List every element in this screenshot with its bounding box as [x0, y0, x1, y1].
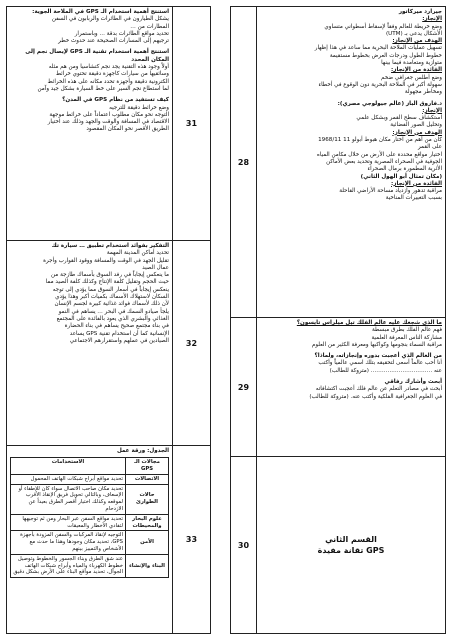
uses-cell: تحديد مواقع أبراج شبكات الهاتف المحمول: [11, 474, 126, 484]
text-line: كيف تستفيد من نظام GPS في المدن؟: [62, 97, 169, 104]
text-line: مراقبة تدهور وازدياد مساحة الأراضي القاحلة: [339, 188, 442, 195]
text-line: ومخاطر مجهولة: [404, 89, 442, 96]
text-line: ترجيهم إلى المسارات الصحيحة عند حدوث خطر: [58, 38, 169, 45]
uses-cell: تحديد مكان صاحب الاتصال سواء كان للإطفاء أو الإسعاف، وبالتالي تحويل فريق الإنقاذ الأقرب لموقعه وكذلك اختيار أقصر الطرق بعيداً عن الازدحام: [11, 484, 126, 514]
text-line: في العلوم الجغرافية الفلكية وأكتب عنه. (متروكة للطالب): [309, 393, 442, 400]
text-line: تحديد أماكن المدينة المهمة: [106, 250, 169, 257]
text-line: اختيار مواقع محددة على الأرض من خلال مكامن المياه: [316, 151, 442, 158]
area-cell: الأمن: [126, 531, 169, 554]
row-28-content: [257, 7, 445, 317]
text-line: وتحليل الصور الفضائية: [390, 122, 442, 129]
text-line: الإنسانية كما أن استخدام تقنية GPS يساعد: [69, 330, 169, 337]
uses-cell: تحديد مواقع السفن عبر البحار ومن ثم توجيهها لتفادي الأخطار والمعيقات: [11, 514, 126, 531]
worksheet-page: [6, 6, 446, 634]
text-line: كان من أهم من اختار مكان هبوط أبولو 11 1968/11: [318, 137, 442, 144]
text-line: الهدف من الإنجاز:: [392, 38, 442, 45]
text-line: الأشكال يدعى بـ (UTM): [385, 30, 442, 37]
table-row-28: [230, 6, 446, 318]
text-line: تسهيل عمليات الملاحة البحرية مما ساعد في هذا إظهار: [314, 45, 442, 52]
text-line: الفائدة من الإنجاز:: [391, 67, 442, 74]
text-line: متوازية ومتعامدة فيما بينها: [381, 60, 442, 67]
text-line: الكترونية دقيقة وأجهزة تحدد مكانه على هذه الخرائط: [47, 78, 169, 85]
table-row: [11, 474, 169, 484]
text-line: وضع خريطة للعالم وفقاً لإسقاط أسطواني متساوي: [324, 23, 442, 30]
table-row: [11, 554, 169, 577]
row-31-number: 31: [185, 119, 198, 128]
row-33-number: 33: [185, 535, 198, 544]
row-28-number: 28: [231, 7, 257, 317]
text-line: وضع أطلس جغرافي ضخم: [381, 74, 442, 81]
col-header-uses: الاستخدامات: [11, 458, 126, 475]
text-line: ينعكس إيجاباً في أسعار السوق مما يؤدي إلى توجه: [52, 286, 169, 293]
section-title: القسم الثاني: [325, 535, 377, 544]
text-line: الهدف من الإنجاز:: [392, 129, 442, 136]
row-31-content: [7, 7, 173, 240]
area-cell: علوم البحار والمحيطات: [126, 514, 169, 531]
table-row: [11, 531, 169, 554]
area-cell: الاتصالات: [126, 474, 169, 484]
row-32-content: [7, 241, 173, 445]
text-line: لما استطاع نجم السير على خط السيارة بشكل جيد وآمن: [37, 85, 169, 92]
text-line: تقليل الجهد في الوقت والمسافة ووقود القوارب وأجرة: [43, 257, 169, 264]
text-line: يشكل الطيارون في الطائرات والربابون في السفن: [51, 16, 169, 23]
text-line: بسبب التغييرات المناخية: [385, 195, 442, 202]
text-line: مشاركة الناس المعرفة العلمية: [371, 334, 442, 341]
text-line: وسائقيها من سيارات كاجهزة دقيقة تحتوي خرائط: [55, 71, 169, 78]
text-line: عنه …………………………… (متروكة للطالب): [329, 367, 442, 374]
text-line: الصيادين في عملهم واستقرارهم الاجتماعي: [69, 337, 169, 344]
text-line: الغذائي والبشري الذي يعود بالفائدة على المجتمع: [56, 315, 169, 322]
text-line: حيث الحجم وتقليل كلفة الإنتاج وكذلك كلفة الصيد مما: [45, 279, 169, 286]
text-line: التفكير بفوائد استخدام تطبيق … سيارة تك: [51, 243, 169, 249]
text-line: أولاً وجود هذه التقنية يجد نجم كتشاسيا ومن هم مثله: [48, 64, 169, 71]
worksheet-heading: الجدول: ورقة عمل: [116, 448, 169, 454]
gps-uses-table: [10, 457, 169, 578]
row-32-number: 32: [185, 338, 198, 348]
text-line: أنا أحب عالماً أسعى لتحقيقه بتلك اسمي عالمياً وأكتب: [318, 360, 442, 367]
text-line: لأن ذلك لأسماك فوائد غذائية كبيرة لجسم الإنسان: [54, 301, 169, 308]
text-line: التوجه نحو مكان مطلوب اعتماداً على خرائط موجهة: [49, 111, 169, 118]
table-row-33: [6, 445, 211, 634]
text-line: في بناء مجتمع صحيح يساهم في بناء الحضارة: [64, 323, 169, 330]
table-row: [11, 484, 169, 514]
text-line: السكان لاستهلاك الأسماك بكميات أكبر وهذا يؤدي: [55, 294, 169, 301]
text-line: جيرارد ميركاتور: [398, 9, 442, 15]
text-line: ما الذي شجعك عليه عالم الفلك تيل ميلراس تايسون؟: [296, 320, 442, 326]
row-29-number: 29: [231, 318, 257, 456]
uses-cell: عند شق الطرق وبناء الجسور والخطوط وتوصيل خطوط الكهرباء والمياه وأبراج شبكات الهاتف الجوال، تحديد مواقع البناء على الأرض بشكل دقيق: [11, 554, 126, 577]
text-line: أبحث وأشارك رفاقي: [384, 379, 442, 386]
text-line: استنتج أهمية استخدام الـ GPS في الملاحة الجوية:: [32, 9, 169, 15]
text-line: ما ينعكس إيجاباً في رفد السوق بأسماك طازجة من: [51, 272, 169, 279]
text-line: المطارات من …: [130, 23, 169, 30]
table-row: [11, 514, 169, 531]
text-line: مراقبة السماء بنجومها وكواكبها ومعرفة الكثير من العلوم: [311, 341, 442, 348]
text-line: على القمر: [417, 144, 442, 151]
area-cell: حالات الطوارئ: [126, 484, 169, 514]
uses-cell: التوجيه لإنقاذ المركبات والسفن المزودة بأجهزة GPS، تحديد مكان وجودها وهذا ما حدث مع الأشخاص والتمييز بينهم: [11, 531, 126, 554]
text-line: يلجأ صيادو السمك في البحر … يساهم في النمو: [58, 308, 169, 315]
text-line: من العالم الذي أعجبت بدوره وإنجازاته، ولماذا؟: [314, 353, 442, 360]
table-row-29: [230, 317, 446, 457]
row-29-content: [257, 318, 445, 456]
text-line: الاقتصاد في المسافة والوقت والجهد وذلك عند اختيار: [47, 119, 169, 126]
text-line: الإنجاز:: [422, 16, 442, 23]
text-line: استكشاف سطح القمر وبشكل علمي: [356, 115, 442, 122]
text-line: الفائدة من الإنجاز:: [391, 180, 442, 187]
text-line: استنتج أهمية استخدام تقنية الـ GPS لإيصال نجم إلى المكان المحدد: [25, 49, 169, 63]
text-line: الإنجاز:: [422, 107, 442, 114]
table-row-31: [6, 6, 211, 241]
text-line: (مكان تمثال أبو الهول الثاني): [360, 173, 442, 180]
text-line: أبحث في مصادر التعلم عن عالم فلك أعجبت اكتشافاته: [315, 386, 442, 393]
text-line: سهولة أكبر في الملاحة البحرية دون الوقوع في أخطاء: [318, 81, 442, 88]
text-line: تحديد مواقع الطائرات بدقة … وباستمرار: [74, 30, 169, 37]
table-row-32: [6, 240, 211, 446]
text-line: الجوفية في الصحراء المصرية وتحديد بعض الأماكن: [326, 158, 442, 165]
text-line: خطوط الطول ودرجات العرض بخطوط مستقيمة: [329, 52, 442, 59]
text-line: د.فاروق الباز (عالم جيولوجي مصري):: [337, 100, 442, 107]
row-30-number: 30: [231, 457, 257, 633]
area-cell: البناء والإنشاء: [126, 554, 169, 577]
row-30-content: [257, 457, 445, 633]
section-subtitle: GPS تقانة مفيدة: [317, 546, 385, 555]
text-line: فهم عالم الفلك بطرق مبسطة: [371, 327, 442, 334]
table-row-30: [230, 456, 446, 634]
text-line: الأثرية المطمورة برمال الصحراء: [367, 166, 442, 173]
text-line: وضع خرائط دقيقة للترجيه: [109, 104, 169, 111]
text-line: عمال الصيد: [142, 264, 169, 271]
text-line: الطريق الأقصر نحو المكان المقصود: [86, 126, 169, 133]
row-33-content: [7, 446, 173, 633]
col-header-area: مجالات الـ GPS: [126, 458, 169, 475]
